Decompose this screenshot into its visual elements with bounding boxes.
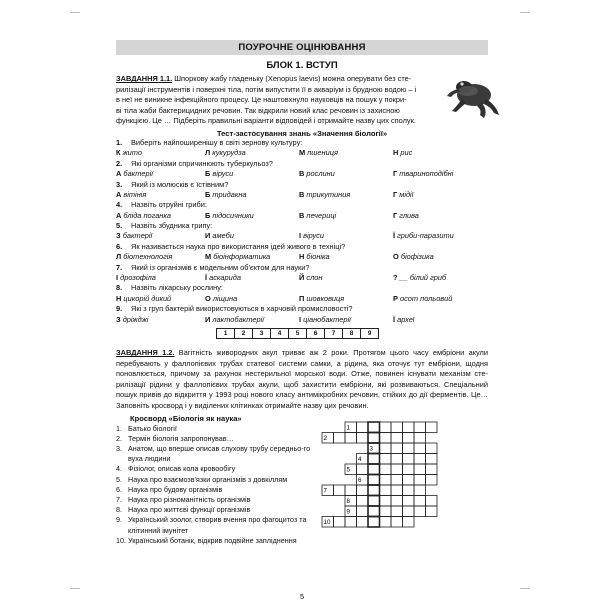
option-text: шовковиця	[306, 293, 345, 303]
crossword-cell[interactable]	[380, 495, 392, 506]
option-text: біоніка	[306, 252, 330, 262]
option-letter: В	[299, 169, 305, 179]
crossword-cell[interactable]	[380, 443, 392, 454]
option-letter: І	[299, 314, 302, 324]
crossword-cell[interactable]	[380, 516, 392, 527]
question	[116, 200, 488, 210]
worksheet-page	[116, 40, 488, 601]
task-1-line: в неї не виникне інфекційного процесу. Це наштовхнуло науковців на пошук у покри-	[116, 95, 407, 105]
grid-cell[interactable]: 3	[253, 329, 271, 339]
option-letter: Н	[299, 252, 305, 262]
option-text: печериці	[306, 210, 337, 220]
option-text: кукурудза	[212, 148, 246, 158]
clue-number: 9.	[116, 515, 122, 525]
clue-text: Наука про взаємозв'язки організмів з довкіллям	[128, 474, 288, 484]
clue-text: Український ботанік, відкрив подвійне запліднення	[128, 535, 297, 545]
crossword-cell[interactable]	[414, 474, 426, 485]
question-number: 6.	[116, 241, 123, 251]
option-letter: В	[299, 210, 305, 220]
answer-options	[116, 231, 488, 241]
answer-option[interactable]	[116, 315, 148, 325]
crossword-cell[interactable]	[391, 464, 403, 475]
crossword-cell[interactable]	[391, 432, 403, 443]
answer-option[interactable]	[299, 315, 351, 325]
question	[116, 304, 488, 314]
option-text: лактобактерії	[212, 314, 264, 324]
answer-option[interactable]	[393, 231, 454, 241]
question	[116, 159, 488, 169]
answer-option[interactable]	[393, 169, 453, 179]
crossword-cell[interactable]	[357, 422, 369, 433]
option-letter: Р	[393, 293, 398, 303]
option-text: віруси	[303, 231, 324, 241]
question-text: Який із організмів є модельним об'єктом для науки?	[131, 262, 310, 272]
crossword-cell[interactable]	[391, 474, 403, 485]
option-letter: К	[116, 148, 121, 158]
option-letter: М	[299, 148, 306, 158]
option-letter: Г	[393, 210, 398, 220]
answer-option[interactable]	[393, 273, 446, 283]
crossword-cell[interactable]	[380, 422, 392, 433]
question-text: Назвіть отруйні гриби:	[131, 200, 207, 210]
clue-number: 7.	[116, 494, 122, 504]
question-text: Назвіть лікарську рослину:	[131, 283, 223, 293]
answer-option[interactable]	[116, 294, 171, 304]
task-2: ЗАВДАННЯ 1.2. Вагітність живородних акул триває аж 2 роки. Протягом цього часу ембріони акули перебувають у фаллопієвих трубах статевої системи самки, а рідина, яка оточує тут ембріони, щодня поновлюється, причому за рахунок нестерильної морської води. Отже, повинен існувати механізм сте- рилізації рідини у фаллопієвих трубах акули, щоб захистити ембріони, які розвиваються. Спеціальний пошук привів до відкриття у 1993 році нового класу антимікробних речовин, стійких до дії ферментів. Це… Заповніть кросворд і у виділених клітинках отримайте назву цих речовин.	[116, 348, 488, 410]
crossword-cell[interactable]	[368, 474, 380, 485]
option-letter: И	[205, 231, 211, 241]
option-letter: Б	[205, 210, 211, 220]
crossword-cell[interactable]	[345, 485, 357, 496]
question	[116, 180, 488, 190]
clue-number: 10.	[116, 535, 126, 545]
question-text: Виберіть найпоширенішу в світі зернову культуру:	[131, 137, 303, 147]
page-number: 5	[299, 592, 305, 601]
crossword-cell[interactable]	[414, 443, 426, 454]
crossword-cell[interactable]	[345, 516, 357, 527]
crossword-cell[interactable]	[391, 453, 403, 464]
clue-text: Анатом, що вперше описав слухову трубу середньо-го вуха людини	[128, 443, 311, 464]
grid-cell[interactable]: 2	[235, 329, 253, 339]
clue-text: Термін біологія запропонував…	[128, 433, 234, 443]
crossword-cell[interactable]	[368, 485, 380, 496]
question-text: Які з груп бактерій використовуються в харчовій промисловості?	[131, 304, 353, 314]
crossword-clue	[116, 495, 321, 505]
option-letter: Й	[299, 273, 305, 283]
clue-text: Наука про будову організмів	[128, 484, 223, 494]
crossword-cell[interactable]	[334, 432, 346, 443]
option-letter: З	[116, 231, 121, 241]
crossword-cell[interactable]	[414, 464, 426, 475]
question-text: Який із молюсків є їстівним?	[131, 179, 229, 189]
question-number: 5.	[116, 221, 123, 231]
option-letter: О	[205, 293, 211, 303]
task-1-line: ЗАВДАННЯ 1.1. Шпоркову жабу гладеньку (Xenopus laevis) можна оперувати без сте-	[116, 74, 412, 83]
crossword-cell[interactable]	[357, 495, 369, 506]
answer-options	[116, 252, 488, 262]
crossword-clues	[116, 424, 321, 546]
option-text: пшениця	[307, 148, 338, 158]
crossword-cell[interactable]	[334, 516, 346, 527]
answer-option[interactable]	[299, 148, 338, 158]
option-text: рослини	[306, 169, 335, 179]
crossword-cell[interactable]	[426, 464, 438, 475]
option-text: твариноподібні	[399, 169, 454, 179]
crossword-cell[interactable]	[403, 506, 415, 517]
crossword-number: 6	[358, 476, 362, 484]
crossword-number: 9	[346, 508, 350, 516]
option-text: бактерії	[122, 231, 153, 241]
clue-text: Наука про життєві функції організмів	[128, 505, 251, 515]
task-1	[116, 74, 488, 127]
answer-option[interactable]	[393, 294, 452, 304]
clue-number: 6.	[116, 484, 122, 494]
grid-cell[interactable]: 7	[325, 329, 343, 339]
crossword-cell[interactable]	[403, 516, 415, 527]
task-1-line: рилізації інструментів і поверхні тіла, потім випустити її в акваріум із брудною водою – і	[116, 84, 417, 94]
option-letter: Б	[205, 189, 211, 199]
answer-option[interactable]	[205, 169, 233, 179]
answer-option[interactable]	[205, 294, 237, 304]
answer-option[interactable]	[116, 273, 156, 283]
crossword-number: 4	[358, 455, 362, 463]
question-text: Як називається наука про використання ідей живого в техніці?	[131, 241, 346, 251]
option-letter: О	[393, 252, 399, 262]
question-text: Які організми спричинюють туберкульоз?	[131, 158, 273, 168]
question-number: 3.	[116, 179, 123, 189]
option-letter: Ї	[205, 273, 208, 283]
answer-option[interactable]	[116, 211, 171, 221]
crossword-clue	[116, 536, 321, 546]
question-text: Назвіть збудника грипу:	[131, 221, 213, 231]
task-1-line: функцією. Це … Підберіть правильні варіанти відповідей і отримайте назву цих сполук.	[116, 116, 416, 126]
answer-option[interactable]	[299, 252, 330, 262]
answer-options	[116, 315, 488, 325]
answer-option[interactable]	[299, 211, 336, 221]
option-letter: Ї	[393, 231, 396, 241]
task-2-label: ЗАВДАННЯ 1.2.	[116, 348, 175, 357]
option-letter: М	[205, 252, 212, 262]
block-title: БЛОК 1. ВСТУП	[266, 60, 338, 71]
answer-option[interactable]	[299, 190, 350, 200]
crossword-clue	[116, 424, 321, 434]
answer-options	[116, 148, 488, 158]
crossword-cell[interactable]	[403, 422, 415, 433]
answer-option[interactable]	[116, 190, 146, 200]
crossword-cell[interactable]	[357, 485, 369, 496]
grid-cell[interactable]: 8	[343, 329, 361, 339]
task-1-label: ЗАВДАННЯ 1.1.	[116, 74, 173, 83]
question-number: 4.	[116, 200, 123, 210]
crossword-grid	[320, 414, 490, 566]
answer-options	[116, 190, 488, 200]
crossword-cell[interactable]	[391, 495, 403, 506]
option-text: підосичники	[212, 210, 254, 220]
crossword-cell[interactable]	[403, 453, 415, 464]
answer-options	[116, 169, 488, 179]
answer-option[interactable]	[205, 315, 264, 325]
crossword-number: 7	[323, 487, 327, 495]
crop-mark	[70, 588, 80, 589]
crossword-cell[interactable]	[426, 495, 438, 506]
crossword-clue	[116, 434, 321, 444]
question-number: 1.	[116, 137, 123, 147]
option-text: осот польовий	[400, 293, 453, 303]
answer-option[interactable]	[299, 231, 324, 241]
option-text: біоінформатика	[213, 252, 271, 262]
question	[116, 138, 488, 148]
clue-text: Наука про різноманітність організмів	[128, 494, 251, 504]
crossword-cell[interactable]	[426, 474, 438, 485]
crossword-cell[interactable]	[403, 495, 415, 506]
answer-option[interactable]	[299, 169, 335, 179]
crossword-clue	[116, 485, 321, 495]
crossword-number: 3	[369, 445, 373, 453]
question	[116, 283, 488, 293]
crossword-cell[interactable]	[426, 422, 438, 433]
crossword-cell[interactable]	[357, 506, 369, 517]
option-text: вітінія	[123, 189, 147, 199]
crossword-section	[116, 414, 488, 566]
grid-cell[interactable]: 1	[217, 329, 235, 339]
test-questions	[116, 138, 488, 325]
option-letter: Г	[393, 169, 398, 179]
answer-option[interactable]	[393, 252, 434, 262]
crossword-cell[interactable]	[357, 432, 369, 443]
answer-option[interactable]	[393, 211, 419, 221]
option-text: глива	[399, 210, 419, 220]
option-text: біотехнологія	[123, 252, 173, 262]
crossword-cell[interactable]	[380, 432, 392, 443]
answer-option[interactable]	[116, 169, 153, 179]
clue-number: 3.	[116, 443, 122, 453]
answer-option[interactable]	[205, 211, 254, 221]
crossword-cell[interactable]	[414, 432, 426, 443]
option-text: віруси	[212, 169, 234, 179]
clue-number: 5.	[116, 474, 122, 484]
crossword-cell[interactable]	[403, 474, 415, 485]
option-text: бактерії	[123, 169, 153, 179]
crossword-clue	[116, 464, 321, 474]
crossword-cell[interactable]	[391, 443, 403, 454]
answer-option[interactable]	[205, 252, 270, 262]
crossword-cell[interactable]	[414, 506, 426, 517]
option-text: гриби-паразити	[397, 231, 454, 241]
crossword-cell[interactable]	[414, 422, 426, 433]
crossword-cell[interactable]	[426, 443, 438, 454]
crossword-cell[interactable]	[368, 422, 380, 433]
test-title: Тест-застосування знань «Значення біології»	[216, 128, 388, 138]
option-text: мідії	[399, 189, 414, 199]
answer-option[interactable]	[205, 190, 247, 200]
crossword-cell[interactable]	[357, 516, 369, 527]
option-letter: ?	[393, 273, 398, 283]
answer-option[interactable]	[116, 231, 152, 241]
option-text: бліда поганка	[123, 210, 171, 220]
crossword-cell[interactable]	[368, 453, 380, 464]
crop-mark	[70, 12, 80, 13]
option-letter: В	[299, 189, 305, 199]
clue-text: Фізіолог, описав кола кровообігу	[128, 464, 236, 474]
clue-number: 2.	[116, 433, 122, 443]
question	[116, 263, 488, 273]
crossword-cell[interactable]	[368, 432, 380, 443]
option-text: слон	[306, 273, 323, 283]
crossword-cell[interactable]	[391, 422, 403, 433]
crossword-cell[interactable]	[403, 464, 415, 475]
grid-cell[interactable]: 9	[361, 329, 379, 339]
crossword-cell[interactable]	[368, 506, 380, 517]
question-number: 8.	[116, 283, 123, 293]
crossword-cell[interactable]	[414, 453, 426, 464]
answer-option[interactable]	[205, 231, 234, 241]
question-number: 7.	[116, 262, 123, 272]
option-letter: Н	[393, 148, 399, 158]
question-number: 9.	[116, 304, 123, 314]
crossword-number: 2	[323, 434, 327, 442]
clue-number: 4.	[116, 464, 122, 474]
option-text: цикорій дикий	[123, 293, 172, 303]
grid-cell[interactable]: 5	[289, 329, 307, 339]
option-letter: Л	[205, 148, 211, 158]
question	[116, 221, 488, 231]
option-letter: З	[116, 314, 121, 324]
option-text: ціанобактерії	[303, 314, 351, 324]
crossword-clue	[116, 505, 321, 515]
crossword-cell[interactable]	[391, 516, 403, 527]
crossword-cell[interactable]	[368, 516, 380, 527]
answer-options	[116, 211, 488, 221]
option-letter: Б	[205, 169, 211, 179]
crossword-cell[interactable]	[380, 464, 392, 475]
answer-grid	[216, 328, 379, 339]
option-text: __ білий гриб	[399, 273, 447, 283]
option-letter: І	[299, 231, 302, 241]
crossword-number: 1	[346, 424, 350, 432]
option-text: рис	[400, 148, 413, 158]
crossword-cell[interactable]	[368, 495, 380, 506]
task-1-line: ві тіла жаби бактерицидних речовин. Так відкрили новий клас речовин із захисною	[116, 105, 400, 115]
answer-option[interactable]	[116, 148, 142, 158]
option-text: жито	[122, 148, 142, 158]
option-letter: Л	[116, 252, 122, 262]
option-text: дріжджі	[122, 314, 149, 324]
crossword-cell[interactable]	[345, 432, 357, 443]
clue-text: Батько біології	[128, 423, 177, 433]
crossword-cell[interactable]	[368, 464, 380, 475]
option-text: біофізика	[400, 252, 434, 262]
crossword-cell[interactable]	[414, 485, 426, 496]
answer-option[interactable]	[393, 315, 414, 325]
option-text: тридакна	[212, 189, 247, 199]
option-letter: А	[116, 210, 122, 220]
answer-options	[116, 294, 488, 304]
crossword-clue	[116, 444, 321, 464]
crossword-clue	[116, 475, 321, 485]
clue-text: Український зоолог, створив вчення про фагоцитоз та клітинний імунітет	[128, 515, 307, 535]
crossword-cell[interactable]	[380, 474, 392, 485]
option-letter: П	[299, 293, 305, 303]
option-letter: Г	[393, 189, 398, 199]
option-text: дрозофіла	[120, 273, 156, 283]
crossword-number: 10	[323, 518, 331, 526]
answer-option[interactable]	[393, 190, 413, 200]
answer-option[interactable]	[116, 252, 172, 262]
crop-mark	[520, 12, 530, 13]
clue-number: 1.	[116, 423, 122, 433]
answer-option[interactable]	[205, 148, 246, 158]
option-letter: Н	[116, 293, 122, 303]
answer-options	[116, 273, 488, 283]
clue-number: 8.	[116, 505, 122, 515]
crossword-title: Кросворд «Біологія як наука»	[130, 413, 242, 423]
answer-option[interactable]	[205, 273, 241, 283]
answer-option[interactable]	[299, 294, 344, 304]
crossword-number: 5	[346, 466, 350, 474]
option-letter: А	[116, 169, 122, 179]
crossword-number: 8	[346, 497, 350, 505]
crossword-cell[interactable]	[380, 453, 392, 464]
option-letter: Ї	[393, 314, 396, 324]
crossword-cell[interactable]	[403, 443, 415, 454]
grid-cell[interactable]: 6	[307, 329, 325, 339]
crossword-cell[interactable]	[357, 464, 369, 475]
crossword-cell[interactable]	[391, 506, 403, 517]
crossword-cell[interactable]	[426, 453, 438, 464]
section-banner: ПОУРОЧНЕ ОЦІНЮВАННЯ	[116, 40, 488, 55]
crossword-clue	[116, 515, 321, 535]
option-letter: И	[205, 314, 211, 324]
option-letter: А	[116, 189, 122, 199]
frog-illustration	[444, 69, 502, 119]
answer-option[interactable]	[393, 148, 412, 158]
option-text: археї	[397, 314, 415, 324]
crossword-cell[interactable]	[391, 485, 403, 496]
crossword-cell[interactable]	[334, 485, 346, 496]
question	[116, 242, 488, 252]
crossword-cell[interactable]	[403, 432, 415, 443]
crossword-cell[interactable]	[414, 495, 426, 506]
option-text: трикутиния	[306, 189, 351, 199]
crop-mark	[520, 588, 530, 589]
crossword-cell[interactable]	[380, 485, 392, 496]
answer-option[interactable]	[299, 273, 322, 283]
option-text: аскарида	[209, 273, 241, 283]
option-letter: І	[116, 273, 119, 283]
option-text: амеби	[212, 231, 234, 241]
option-text: ліщина	[212, 293, 238, 303]
crossword-cell[interactable]	[426, 506, 438, 517]
question-number: 2.	[116, 158, 123, 168]
crossword-cell[interactable]	[403, 485, 415, 496]
grid-cell[interactable]: 4	[271, 329, 289, 339]
crossword-cell[interactable]	[380, 506, 392, 517]
